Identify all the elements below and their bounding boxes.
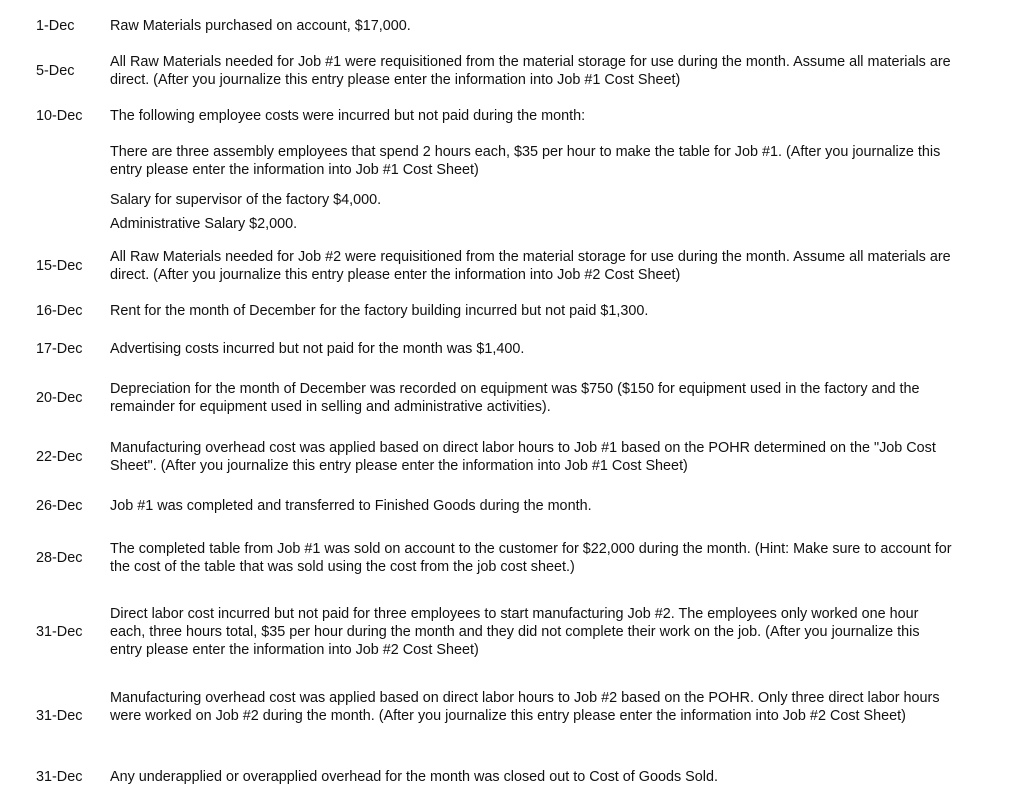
entry-text: Rent for the month of December for the factory building incurred but not paid $1,300. xyxy=(110,303,649,319)
entry-text: Manufacturing overhead cost was applied based on direct labor hours to Job #2 based on the POHR. Only three direct labor hours were worked on Job #2 during the month. (After you journalize this entry please enter the information into Job #2 Cost Sheet) xyxy=(110,690,940,724)
entry-text: Raw Materials purchased on account, $17,000. xyxy=(110,18,411,34)
entry-date: 31-Dec xyxy=(36,708,83,724)
entry-text: All Raw Materials needed for Job #1 were requisitioned from the material storage for use during the month. Assume all materials are direct. (After you journalize this entry please enter the information into Job #1 Cost Sheet) xyxy=(110,54,951,88)
entry-date: 5-Dec xyxy=(36,63,75,79)
entry-date: 10-Dec xyxy=(36,108,83,124)
entry-date: 20-Dec xyxy=(36,390,83,406)
entry-date: 31-Dec xyxy=(36,624,83,640)
entry-date: 16-Dec xyxy=(36,303,83,319)
entry-text: Salary for supervisor of the factory $4,000. xyxy=(110,192,382,208)
entry-text: Advertising costs incurred but not paid for the month was $1,400. xyxy=(110,341,525,357)
entry-text: Job #1 was completed and transferred to Finished Goods during the month. xyxy=(110,498,592,514)
entry-text: Manufacturing overhead cost was applied based on direct labor hours to Job #1 based on the POHR determined on the "Job Cost Sheet". (After you journalize this entry please enter the information into Job #1 Cost Sheet) xyxy=(110,440,936,474)
entry-text: Any underapplied or overapplied overhead for the month was closed out to Cost of Goods Sold. xyxy=(110,769,718,785)
entry-date: 1-Dec xyxy=(36,18,75,34)
entry-date: 28-Dec xyxy=(36,550,83,566)
entry-text: All Raw Materials needed for Job #2 were requisitioned from the material storage for use during the month. Assume all materials are direct. (After you journalize this entry please enter the information into Job #2 Cost Sheet) xyxy=(110,249,951,283)
entry-date: 22-Dec xyxy=(36,449,83,465)
entry-date: 15-Dec xyxy=(36,258,83,274)
entry-text: Administrative Salary $2,000. xyxy=(110,216,298,232)
entry-text: There are three assembly employees that spend 2 hours each, $35 per hour to make the table for Job #1. (After you journalize this entry please enter the information into Job #1 Cost Sheet) xyxy=(110,144,941,178)
entry-date: 31-Dec xyxy=(36,769,83,785)
entry-text: The completed table from Job #1 was sold on account to the customer for $22,000 during the month. (Hint: Make sure to account for the cost of the table that was sold using the cost from the job cost sheet.) xyxy=(110,541,952,575)
entry-date: 17-Dec xyxy=(36,341,83,357)
entry-text: Depreciation for the month of December was recorded on equipment was $750 ($150 for equipment used in the factory and the remainder for equipment used in selling and administrative activities). xyxy=(110,381,920,415)
entry-text: Direct labor cost incurred but not paid for three employees to start manufacturing Job #2. The employees only worked one hour each, three hours total, $35 per hour during the month and they did not complete their work on the job. (After you journalize this entry please enter the information into Job #2 Cost Sheet) xyxy=(110,606,920,658)
entry-text: The following employee costs were incurred but not paid during the month: xyxy=(110,108,586,124)
entry-date: 26-Dec xyxy=(36,498,83,514)
